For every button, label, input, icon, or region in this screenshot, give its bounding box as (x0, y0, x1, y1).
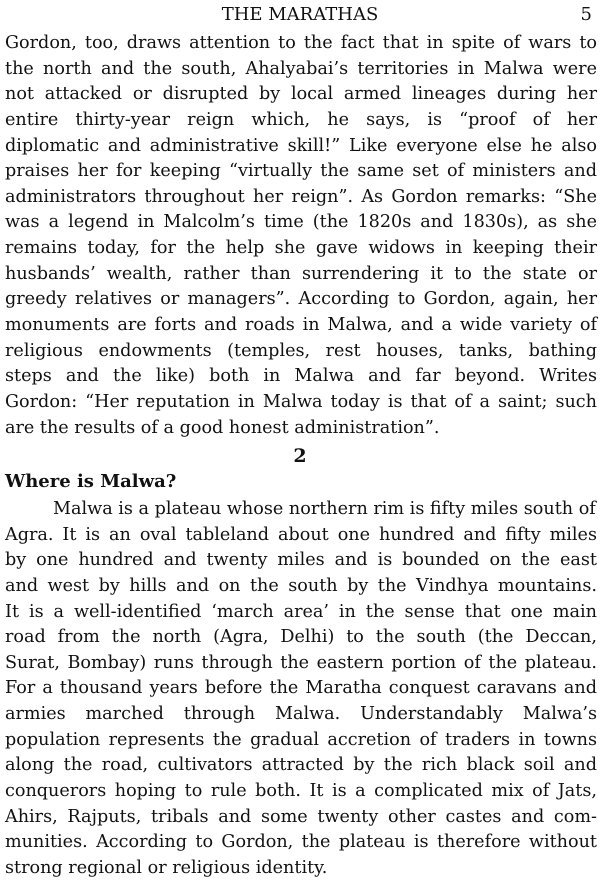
running-header (0, 4, 600, 26)
text-line: the north and the south, Ahalyabai’s territories in Malwa were (5, 58, 597, 79)
text-line: by one hundred and twenty miles and is bounded on the east (5, 550, 597, 571)
text-line: munities. According to Gordon, the plateau is therefore without (5, 832, 597, 853)
text-line: population represents the gradual accretion of traders in towns (5, 729, 597, 750)
text-line: greedy relatives or managers”. According to Gordon, again, her (5, 289, 597, 310)
text-line: diplomatic and administrative skill!” Like everyone else he also (5, 135, 597, 156)
text-line: steps and the like) both in Malwa and far beyond. Writes (5, 366, 597, 387)
text-line: road from the north (Agra, Delhi) to the south (the Deccan, (5, 627, 597, 648)
text-line: Agra. It is an oval tableland about one hundred and fifty miles (5, 524, 597, 545)
text-line: It is a well-identified ‘march area’ in the sense that one main (5, 601, 597, 622)
text-line: was a legend in Malcolm’s time (the 1820s and 1830s), as she (5, 212, 597, 233)
text-line: Malwa is a plateau whose northern rim is fifty miles south of (53, 499, 596, 519)
text-line: along the road, cultivators attracted by the rich black soil and (5, 755, 597, 776)
text-line: husbands’ wealth, rather than surrendering it to the state or (5, 263, 597, 284)
text-line: Gordon, too, draws attention to the fact that in spite of wars to (5, 33, 597, 53)
text-line: entire thirty-year reign which, he says, is “proof of her (5, 109, 597, 130)
text-line: administrators throughout her reign”. As Gordon remarks: “She (5, 186, 597, 207)
text-line: strong regional or religious identity. (5, 857, 328, 878)
text-line: not attacked or disrupted by local armed lineages during her (5, 84, 597, 105)
page-number: 5 (580, 4, 592, 25)
text-line: armies marched through Malwa. Understandably Malwa’s (5, 704, 597, 725)
text-line: monuments are forts and roads in Malwa, and a wide variety of (5, 315, 597, 336)
text-line: conquerors hoping to rule both. It is a complicated mix of Jats, (5, 781, 597, 802)
text-line: For a thousand years before the Maratha conquest caravans and (5, 678, 597, 699)
text-line: are the results of a good honest administration”. (5, 417, 440, 438)
paragraph-where-is-malwa (5, 497, 597, 882)
section-heading: Where is Malwa? (5, 471, 177, 492)
running-title: THE MARATHAS (221, 4, 379, 25)
text-line: remains today, for the help she gave widows in keeping their (5, 238, 597, 259)
text-line: praises her for keeping “virtually the same set of ministers and (5, 161, 597, 182)
text-line: and west by hills and on the south by the Vindhya mountains. (5, 575, 597, 596)
text-line: Ahirs, Rajputs, tribals and some twenty other castes and com- (5, 806, 597, 827)
text-line: Gordon: “Her reputation in Malwa today is that of a saint; such (5, 391, 597, 412)
paragraph-gordon-ahalyabai (5, 31, 597, 441)
text-line: Surat, Bombay) runs through the eastern portion of the plateau. (5, 652, 597, 673)
text-line: religious endowments (temples, rest houses, tanks, bathing (5, 340, 597, 361)
section-number: 2 (293, 445, 307, 467)
